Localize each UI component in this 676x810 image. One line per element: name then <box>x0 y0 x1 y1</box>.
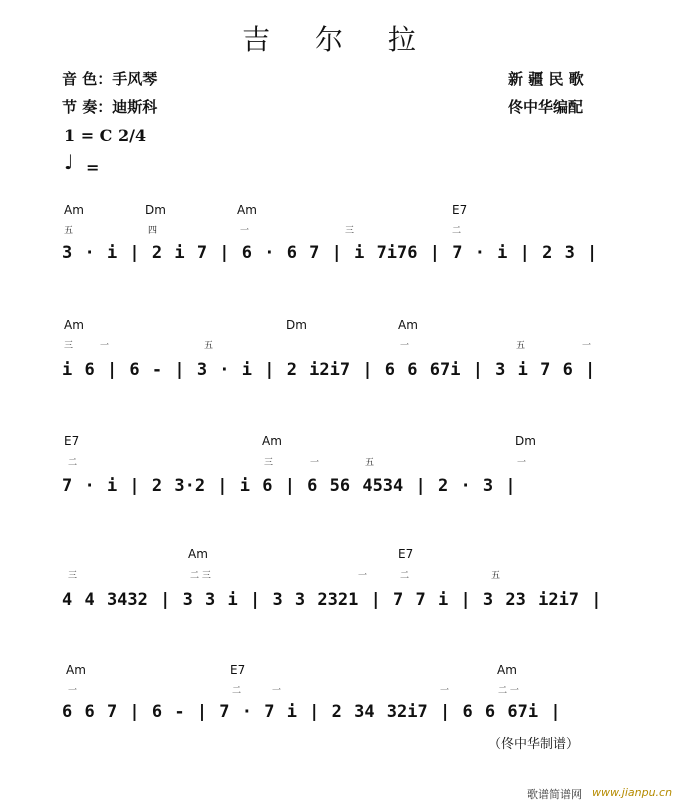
bellows-mark: 一 <box>582 341 592 351</box>
bellows-mark: 一 <box>240 226 250 236</box>
notation-line: 4 4 3432 | 3 3 i | 3 3 2321 | 7 7 i | 3 23 i2i7 | <box>62 590 602 610</box>
tempo-equals: = <box>86 158 100 177</box>
bellows-mark: 三 <box>345 226 355 236</box>
bellows-mark: 五 <box>491 571 501 581</box>
quarter-note-icon: ♩ <box>64 150 74 174</box>
chord-label: Am <box>237 203 257 217</box>
chord-label: Am <box>497 663 517 677</box>
bellows-mark: 五 <box>64 226 74 236</box>
chord-label: Am <box>64 203 84 217</box>
bellows-mark: 五 <box>204 341 214 351</box>
bellows-mark: 二 <box>232 686 242 696</box>
bellows-mark: 一 <box>358 571 368 581</box>
bellows-mark: 二 <box>452 226 462 236</box>
bellows-mark: 二 一 <box>498 686 519 696</box>
bellows-mark: 一 <box>440 686 450 696</box>
timbre-label: 音 色：手风琴 <box>62 70 158 88</box>
bellows-mark: 二 <box>68 458 78 468</box>
notation-line: 3 · i | 2 i 7 | 6 · 6 7 | i 7i76 | 7 · i | 2 3 | <box>62 243 598 263</box>
notation-line: 7 · i | 2 3·2 | i 6 | 6 56 4534 | 2 · 3 | <box>62 476 516 496</box>
chord-label: Am <box>188 547 208 561</box>
chord-label: E7 <box>230 663 246 677</box>
notation-line: i 6 | 6 - | 3 · i | 2 i2i7 | 6 6 67i | 3 i 7 6 | <box>62 360 596 380</box>
chord-label: E7 <box>64 434 80 448</box>
bellows-mark: 一 <box>68 686 78 696</box>
bellows-mark: 二 <box>400 571 410 581</box>
transcriber-credit: （佟中华制谱） <box>488 737 580 752</box>
page-title: 吉 尔 拉 <box>242 23 434 56</box>
bellows-mark: 一 <box>400 341 410 351</box>
bellows-mark: 一 <box>272 686 282 696</box>
chord-label: Dm <box>515 434 536 448</box>
chord-label: Am <box>64 318 84 332</box>
chord-label: Am <box>262 434 282 448</box>
chord-label: Am <box>66 663 86 677</box>
bellows-mark: 一 <box>517 458 527 468</box>
arranger-label: 佟中华编配 <box>508 98 584 116</box>
bellows-mark: 三 <box>68 571 78 581</box>
chord-label: Am <box>398 318 418 332</box>
watermark-url: www.jianpu.cn <box>592 786 673 799</box>
chord-label: E7 <box>452 203 468 217</box>
bellows-mark: 三 <box>264 458 274 468</box>
key-signature: 1 = C 2/4 <box>64 126 147 145</box>
chord-label: Dm <box>286 318 307 332</box>
bellows-mark: 三 <box>64 341 74 351</box>
bellows-mark: 五 <box>365 458 375 468</box>
bellows-mark: 二 三 <box>190 571 211 581</box>
notation-line: 6 6 7 | 6 - | 7 · 7 i | 2 34 32i7 | 6 6 67i | <box>62 702 561 722</box>
bellows-mark: 一 <box>100 341 110 351</box>
watermark-text: 歌谱简谱网 <box>527 788 582 801</box>
chord-label: E7 <box>398 547 414 561</box>
rhythm-label: 节 奏：迪斯科 <box>62 98 158 116</box>
bellows-mark: 一 <box>310 458 320 468</box>
chord-label: Dm <box>145 203 166 217</box>
bellows-mark: 四 <box>148 226 158 236</box>
source-label: 新 疆 民 歌 <box>508 70 584 88</box>
bellows-mark: 五 <box>516 341 526 351</box>
